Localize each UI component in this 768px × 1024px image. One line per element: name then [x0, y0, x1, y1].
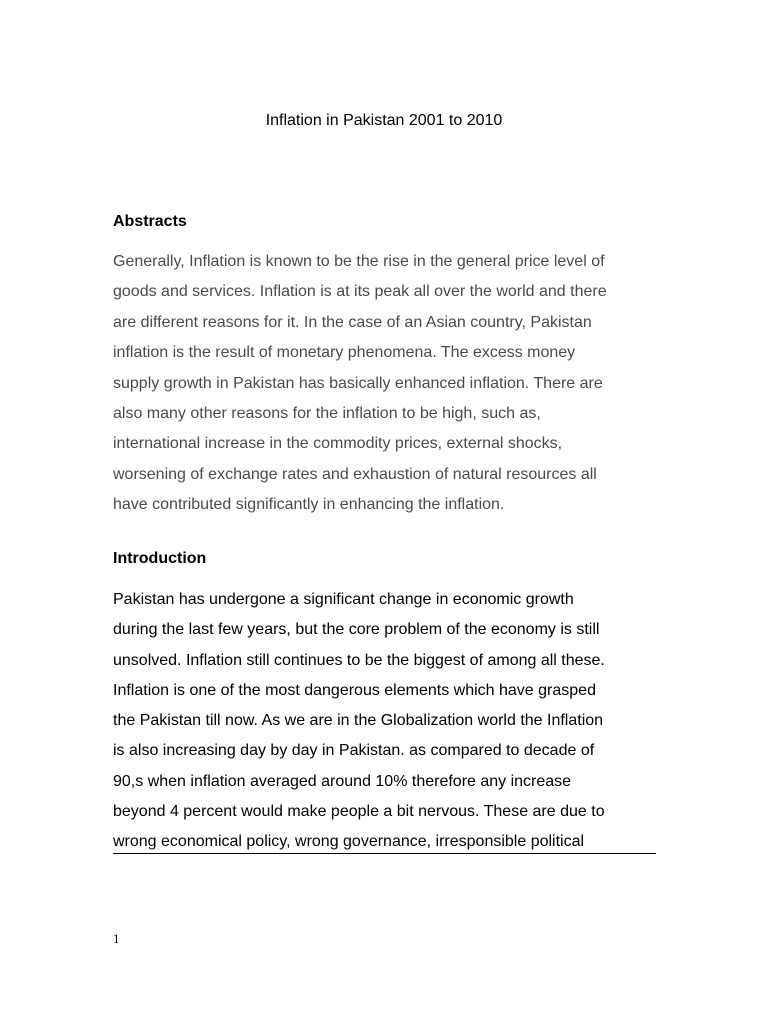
abstract-line: Generally, Inflation is known to be the rise in the general price level of	[113, 253, 605, 270]
introduction-line: unsolved. Inflation still continues to be the biggest of among all these.	[113, 651, 605, 669]
abstract-line: goods and services. Inflation is at its peak all over the world and there	[113, 283, 607, 301]
abstract-line: supply growth in Pakistan has basically enhanced inflation. There are	[113, 374, 603, 392]
introduction-paragraph	[113, 585, 673, 858]
abstract-heading: Abstracts	[113, 213, 187, 230]
introduction-line: Pakistan has undergone a significant change in economic growth	[113, 591, 574, 608]
document-title: Inflation in Pakistan 2001 to 2010	[265, 112, 503, 129]
introduction-line: the Pakistan till now. As we are in the Globalization world the Inflation	[113, 712, 604, 730]
page-number: 1	[113, 931, 120, 946]
section-divider-line	[113, 853, 656, 854]
introduction-line: is also increasing day by day in Pakistan. as compared to decade of	[113, 742, 595, 760]
abstract-paragraph	[113, 247, 673, 521]
introduction-line: during the last few years, but the core problem of the economy is still	[113, 621, 600, 639]
abstract-line: inflation is the result of monetary phenomena. The excess money	[113, 344, 576, 362]
introduction-heading: Introduction	[113, 550, 207, 567]
introduction-line: 90,s when inflation averaged around 10% therefore any increase	[113, 772, 572, 790]
abstract-line: have contributed significantly in enhancing the inflation.	[113, 496, 505, 514]
introduction-line: beyond 4 percent would make people a bit nervous. These are due to	[113, 803, 605, 821]
abstract-line: are different reasons for it. In the case of an Asian country, Pakistan	[113, 313, 592, 331]
introduction-line: Inflation is one of the most dangerous elements which have grasped	[113, 681, 596, 699]
abstract-line: also many other reasons for the inflation to be high, such as,	[113, 404, 541, 422]
abstract-line: worsening of exchange rates and exhaustion of natural resources all	[113, 465, 597, 483]
introduction-line: wrong economical policy, wrong governance, irresponsible political	[113, 833, 585, 851]
abstract-line: international increase in the commodity prices, external shocks,	[113, 435, 563, 453]
